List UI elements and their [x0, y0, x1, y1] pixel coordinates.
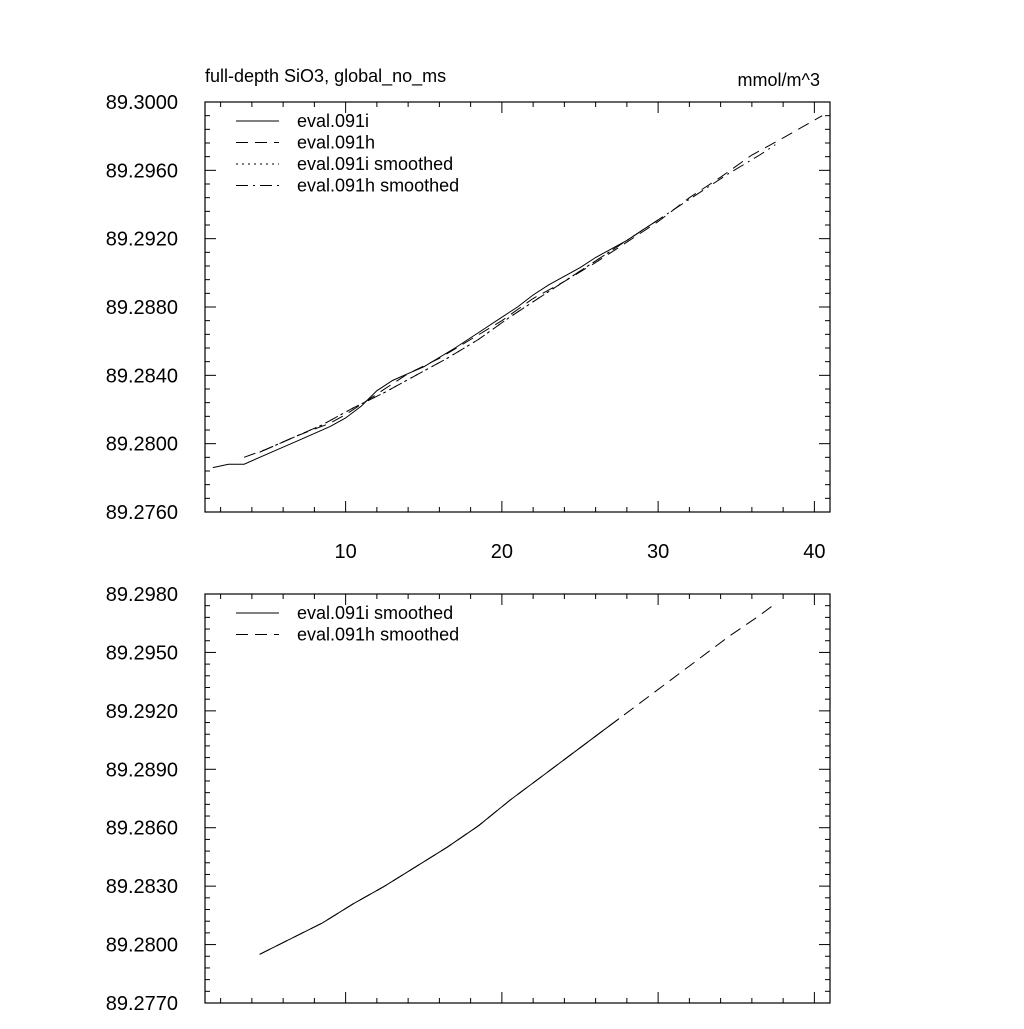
- y-tick-label: 89.2920: [105, 228, 178, 251]
- y-tick-label: 89.2840: [105, 365, 178, 388]
- y-tick-label: 89.2860: [105, 817, 178, 840]
- y-tick-label: 89.3000: [105, 92, 178, 114]
- y-tick-label: 89.2760: [105, 502, 178, 524]
- series-line: [260, 719, 619, 955]
- x-tick-label: 10: [334, 541, 357, 563]
- y-tick-label: 89.2960: [105, 160, 178, 183]
- y-tick-label: 89.2800: [105, 433, 178, 456]
- series-line: [213, 220, 658, 468]
- x-tick-label: 20: [490, 541, 513, 563]
- legend-label: eval.091i smoothed: [297, 154, 454, 174]
- legend-label: eval.091i: [297, 111, 370, 131]
- y-tick-label: 89.2880: [105, 297, 178, 319]
- y-tick-label: 89.2770: [105, 993, 178, 1015]
- y-tick-label: 89.2830: [105, 876, 178, 899]
- legend-label: eval.091h: [297, 132, 376, 153]
- x-tick-label: 30: [647, 541, 670, 563]
- x-tick-label: 40: [803, 541, 826, 563]
- panel-1: [106, 66, 830, 563]
- plot-frame: [205, 594, 830, 1003]
- y-tick-label: 89.2800: [105, 934, 178, 957]
- chart-title: full-depth SiO3, global_no_ms: [205, 66, 447, 86]
- legend-label: eval.091h smoothed: [297, 624, 460, 645]
- legend-label: eval.091h smoothed: [297, 175, 460, 196]
- legend-label: eval.091i smoothed: [297, 603, 454, 623]
- panel-2: [106, 584, 830, 1015]
- y-tick-label: 89.2980: [105, 584, 178, 606]
- y-tick-label: 89.2950: [105, 642, 178, 665]
- y-tick-label: 89.2890: [105, 759, 178, 782]
- units-label: mmol/m^3: [737, 70, 820, 90]
- series-line: [260, 604, 776, 955]
- series-line: [260, 246, 619, 453]
- y-tick-label: 89.2920: [105, 700, 178, 723]
